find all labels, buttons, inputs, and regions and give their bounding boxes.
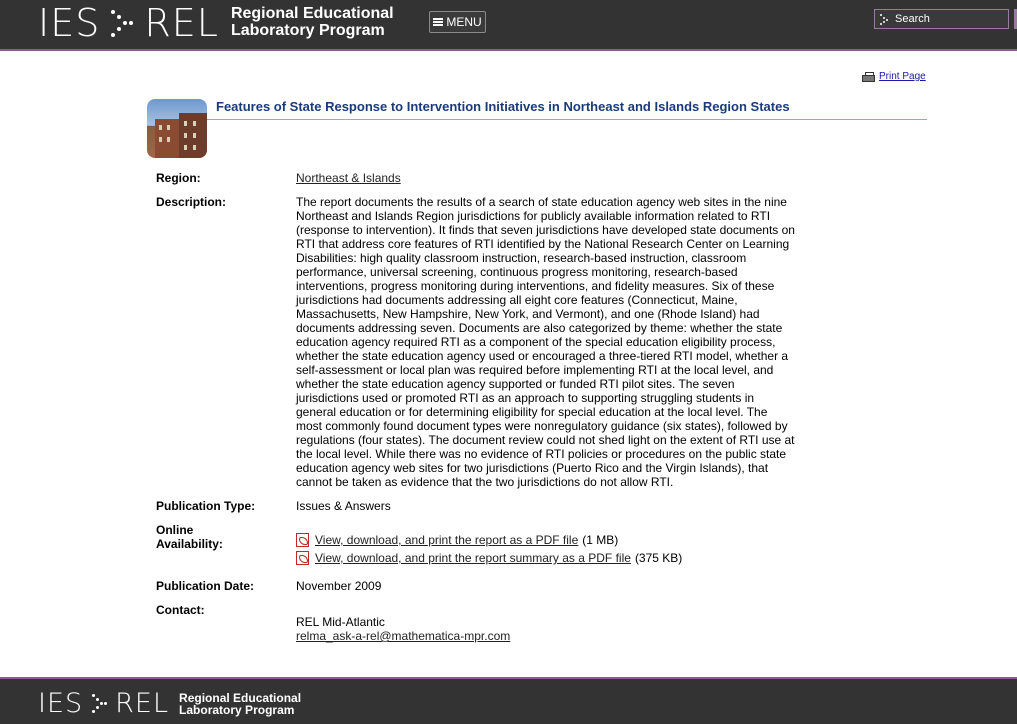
description-line: whether the state education agency supported or funded RTI pilot sites. The seven [296, 377, 735, 391]
publication-type-value: Issues & Answers [296, 499, 391, 513]
site-header [0, 0, 1017, 51]
pdf-icon [296, 551, 309, 565]
description-text [296, 195, 798, 489]
description-label: Description: [156, 195, 227, 209]
downloads-list [296, 531, 682, 567]
tagline-line-2: Laboratory Program [230, 22, 385, 39]
footer-logo[interactable] [38, 690, 301, 718]
description-line: Northeast and Islands Region jurisdictions for publicly available information related to RTI [296, 209, 771, 223]
page-title: Features of State Response to Intervention Initiatives in Northeast and Islands Region States [216, 99, 790, 114]
logo-ies-text: IES [38, 1, 101, 45]
region-link[interactable]: Northeast & Islands [296, 171, 401, 185]
publication-date-label: Publication Date: [156, 579, 255, 593]
description-line: interventions, progress monitoring during interventions, and fidelity measures. Six of these [296, 279, 775, 293]
summary-pdf-link[interactable]: View, download, and print the report summary as a PDF file [315, 551, 631, 565]
description-line: documents addressing seven. Documents are also categorized by theme: whether the state [296, 321, 783, 335]
report-pdf-size: (1 MB) [582, 533, 619, 547]
building-thumbnail-image [147, 99, 207, 158]
description-line: Disabilities: high quality classroom instruction, research-based instruction, classroom [296, 251, 747, 265]
description-line: (response to intervention). It finds that seven jurisdictions have developed state documents on [296, 223, 795, 237]
description-line: jurisdictions had documents addressing all eight core features (Connecticut, Maine, [296, 293, 738, 307]
online-availability-label [156, 523, 223, 551]
description-line: regulations (four states). The document review could not shed light on the extent of RTI use at [296, 433, 795, 447]
pdf-icon [296, 533, 309, 547]
search-icon [879, 13, 889, 25]
footer-logo-rel-text: REL [115, 688, 170, 719]
publication-date-value: November 2009 [296, 579, 382, 593]
region-value[interactable] [296, 171, 401, 185]
logo-tagline [231, 5, 394, 39]
report-pdf-link[interactable]: View, download, and print the report as a PDF file [315, 533, 579, 547]
description-line: Massachusetts, New Hampshire, New York, and Vermont), and one (Rhode Island) had [296, 307, 760, 321]
printer-icon [862, 72, 875, 82]
download-item [296, 549, 682, 567]
description-line: RTI that address core features of RTI identified by the National Research Center on Learning [296, 237, 790, 251]
menu-button[interactable] [429, 11, 486, 33]
description-line: general education or for determining eligibility for special education at the local level. The [296, 405, 768, 419]
description-line: whether the state education agency used or encouraged a three-tiered RTI model, whether a [296, 349, 789, 363]
footer-logo-dots-icon [90, 691, 108, 717]
description-line: The report documents the results of a search of state education agency web sites in the nine [296, 195, 787, 209]
print-page[interactable] [862, 71, 926, 82]
description-line: jurisdictions used or promoted RTI as an approach to supporting struggling students in [296, 391, 755, 405]
summary-pdf-size: (375 KB) [634, 551, 683, 565]
description-line: the local level. While there was no evidence of RTI policies or procedures on the public state [296, 447, 787, 461]
online-label-line-1: Online [156, 523, 194, 537]
footer-logo-ies-text: IES [38, 688, 84, 719]
description-line: education agency required RTI as a component of the special education eligibility process, [296, 335, 776, 349]
contact-label: Contact: [156, 603, 205, 617]
logo-rel-text: REL [144, 1, 219, 45]
footer-tagline-line-1: Regional Educational [179, 691, 302, 705]
print-page-link[interactable]: Print Page [879, 71, 926, 82]
site-footer [0, 677, 1017, 724]
title-divider [207, 119, 927, 120]
description-line: cannot be taken as evidence that the two jurisdictions do not allow RTI. [296, 475, 674, 489]
search-input[interactable] [874, 9, 1009, 29]
menu-button-label: MENU [446, 15, 482, 29]
footer-tagline-line-2: Laboratory Program [179, 703, 295, 717]
description-line: education agency web sites for two jurisdictions (Puerto Rico and the Virgin Islands), that [296, 461, 769, 475]
footer-tagline [179, 692, 301, 716]
publication-type-label: Publication Type: [156, 499, 256, 513]
hamburger-icon [433, 18, 443, 26]
region-label: Region: [156, 171, 201, 185]
download-item [296, 531, 682, 549]
ies-rel-logo[interactable] [38, 3, 394, 43]
contact-name: REL Mid-Atlantic [296, 615, 385, 629]
contact-block [296, 615, 510, 643]
description-line: most commonly found document types were nonregulatory guidance (six states), followed by [296, 419, 788, 433]
contact-email-link[interactable]: relma_ask-a-rel@mathematica-mpr.com [296, 629, 511, 643]
description-line: self-assessment or local plan was required before implementing RTI at the local level, and [296, 363, 774, 377]
online-label-line-2: Availability: [156, 537, 223, 551]
description-line: performance, universal screening, continuous progress monitoring, research-based [296, 265, 738, 279]
tagline-line-1: Regional Educational [230, 5, 394, 22]
logo-dots-icon [109, 6, 135, 40]
search-placeholder: Search [895, 13, 930, 25]
